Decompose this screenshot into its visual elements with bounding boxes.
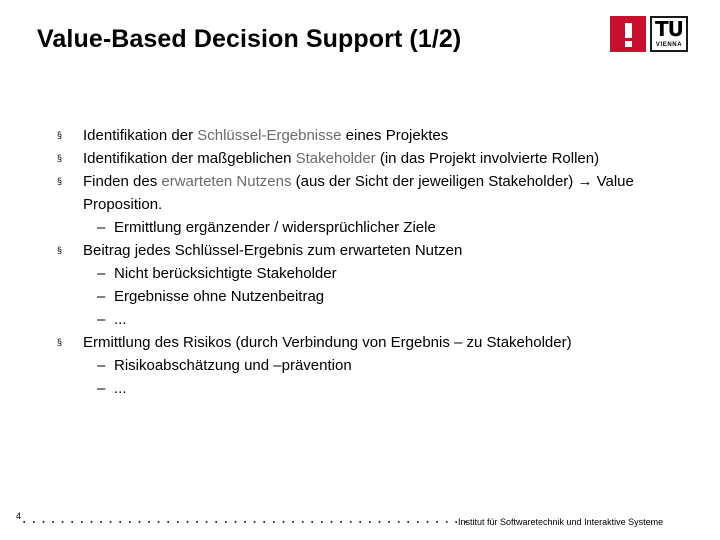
bullet-marker: § xyxy=(57,337,63,347)
page-number: 4 xyxy=(16,511,22,521)
bullet-item-4: § Beitrag jedes Schlüssel-Ergebnis zum erwarteten Nutzen xyxy=(57,239,697,262)
sub-item: – ... xyxy=(57,377,697,400)
sub-item: – Risikoabschätzung und –prävention xyxy=(57,354,697,377)
sub-item: – ... xyxy=(57,308,697,331)
highlight-term: erwarteten Nutzens xyxy=(161,173,292,190)
dash-marker: – xyxy=(97,265,106,282)
exclamation-icon xyxy=(610,16,646,52)
institute-name: Institut für Softwaretechnik und Interaktive Systeme xyxy=(458,517,664,527)
bullet-marker: § xyxy=(57,153,63,163)
dash-marker: – xyxy=(97,311,106,328)
bullet-item-2: § Identifikation der maßgeblichen Stakeholder (in das Projekt involvierte Rollen) xyxy=(57,147,697,170)
slide-title: Value-Based Decision Support (1/2) xyxy=(37,25,462,53)
vienna-logo-text: VIENNA xyxy=(655,42,683,48)
sub-item: – Ermittlung ergänzender / widersprüchlicher Ziele xyxy=(57,216,697,239)
bullet-item-3: § Finden des erwarteten Nutzens (aus der Sicht der jeweiligen Stakeholder) → Value Proposition. xyxy=(57,170,697,216)
tu-wien-logo xyxy=(610,16,688,52)
bullet-marker: § xyxy=(57,245,63,255)
dash-marker: – xyxy=(97,357,106,374)
bullet-marker: § xyxy=(57,176,63,186)
dash-marker: – xyxy=(97,380,106,397)
tu-logo-text: TU xyxy=(655,17,683,41)
bullet-item-5: § Ermittlung des Risikos (durch Verbindung von Ergebnis – zu Stakeholder) xyxy=(57,331,697,354)
highlight-term: Schlüssel-Ergebnisse xyxy=(197,127,342,144)
tu-logo-box xyxy=(650,16,688,52)
dash-marker: – xyxy=(97,288,106,305)
bullet-list xyxy=(57,124,697,400)
bullet-item-1: § Identifikation der Schlüssel-Ergebnisse eines Projektes xyxy=(57,124,697,147)
highlight-term: Stakeholder xyxy=(295,150,376,167)
dash-marker: – xyxy=(97,219,106,236)
sub-item: – Nicht berücksichtigte Stakeholder xyxy=(57,262,697,285)
bullet-marker: § xyxy=(57,130,63,140)
sub-item: – Ergebnisse ohne Nutzenbeitrag xyxy=(57,285,697,308)
footer-dotted-line: ............................................... xyxy=(20,512,472,528)
